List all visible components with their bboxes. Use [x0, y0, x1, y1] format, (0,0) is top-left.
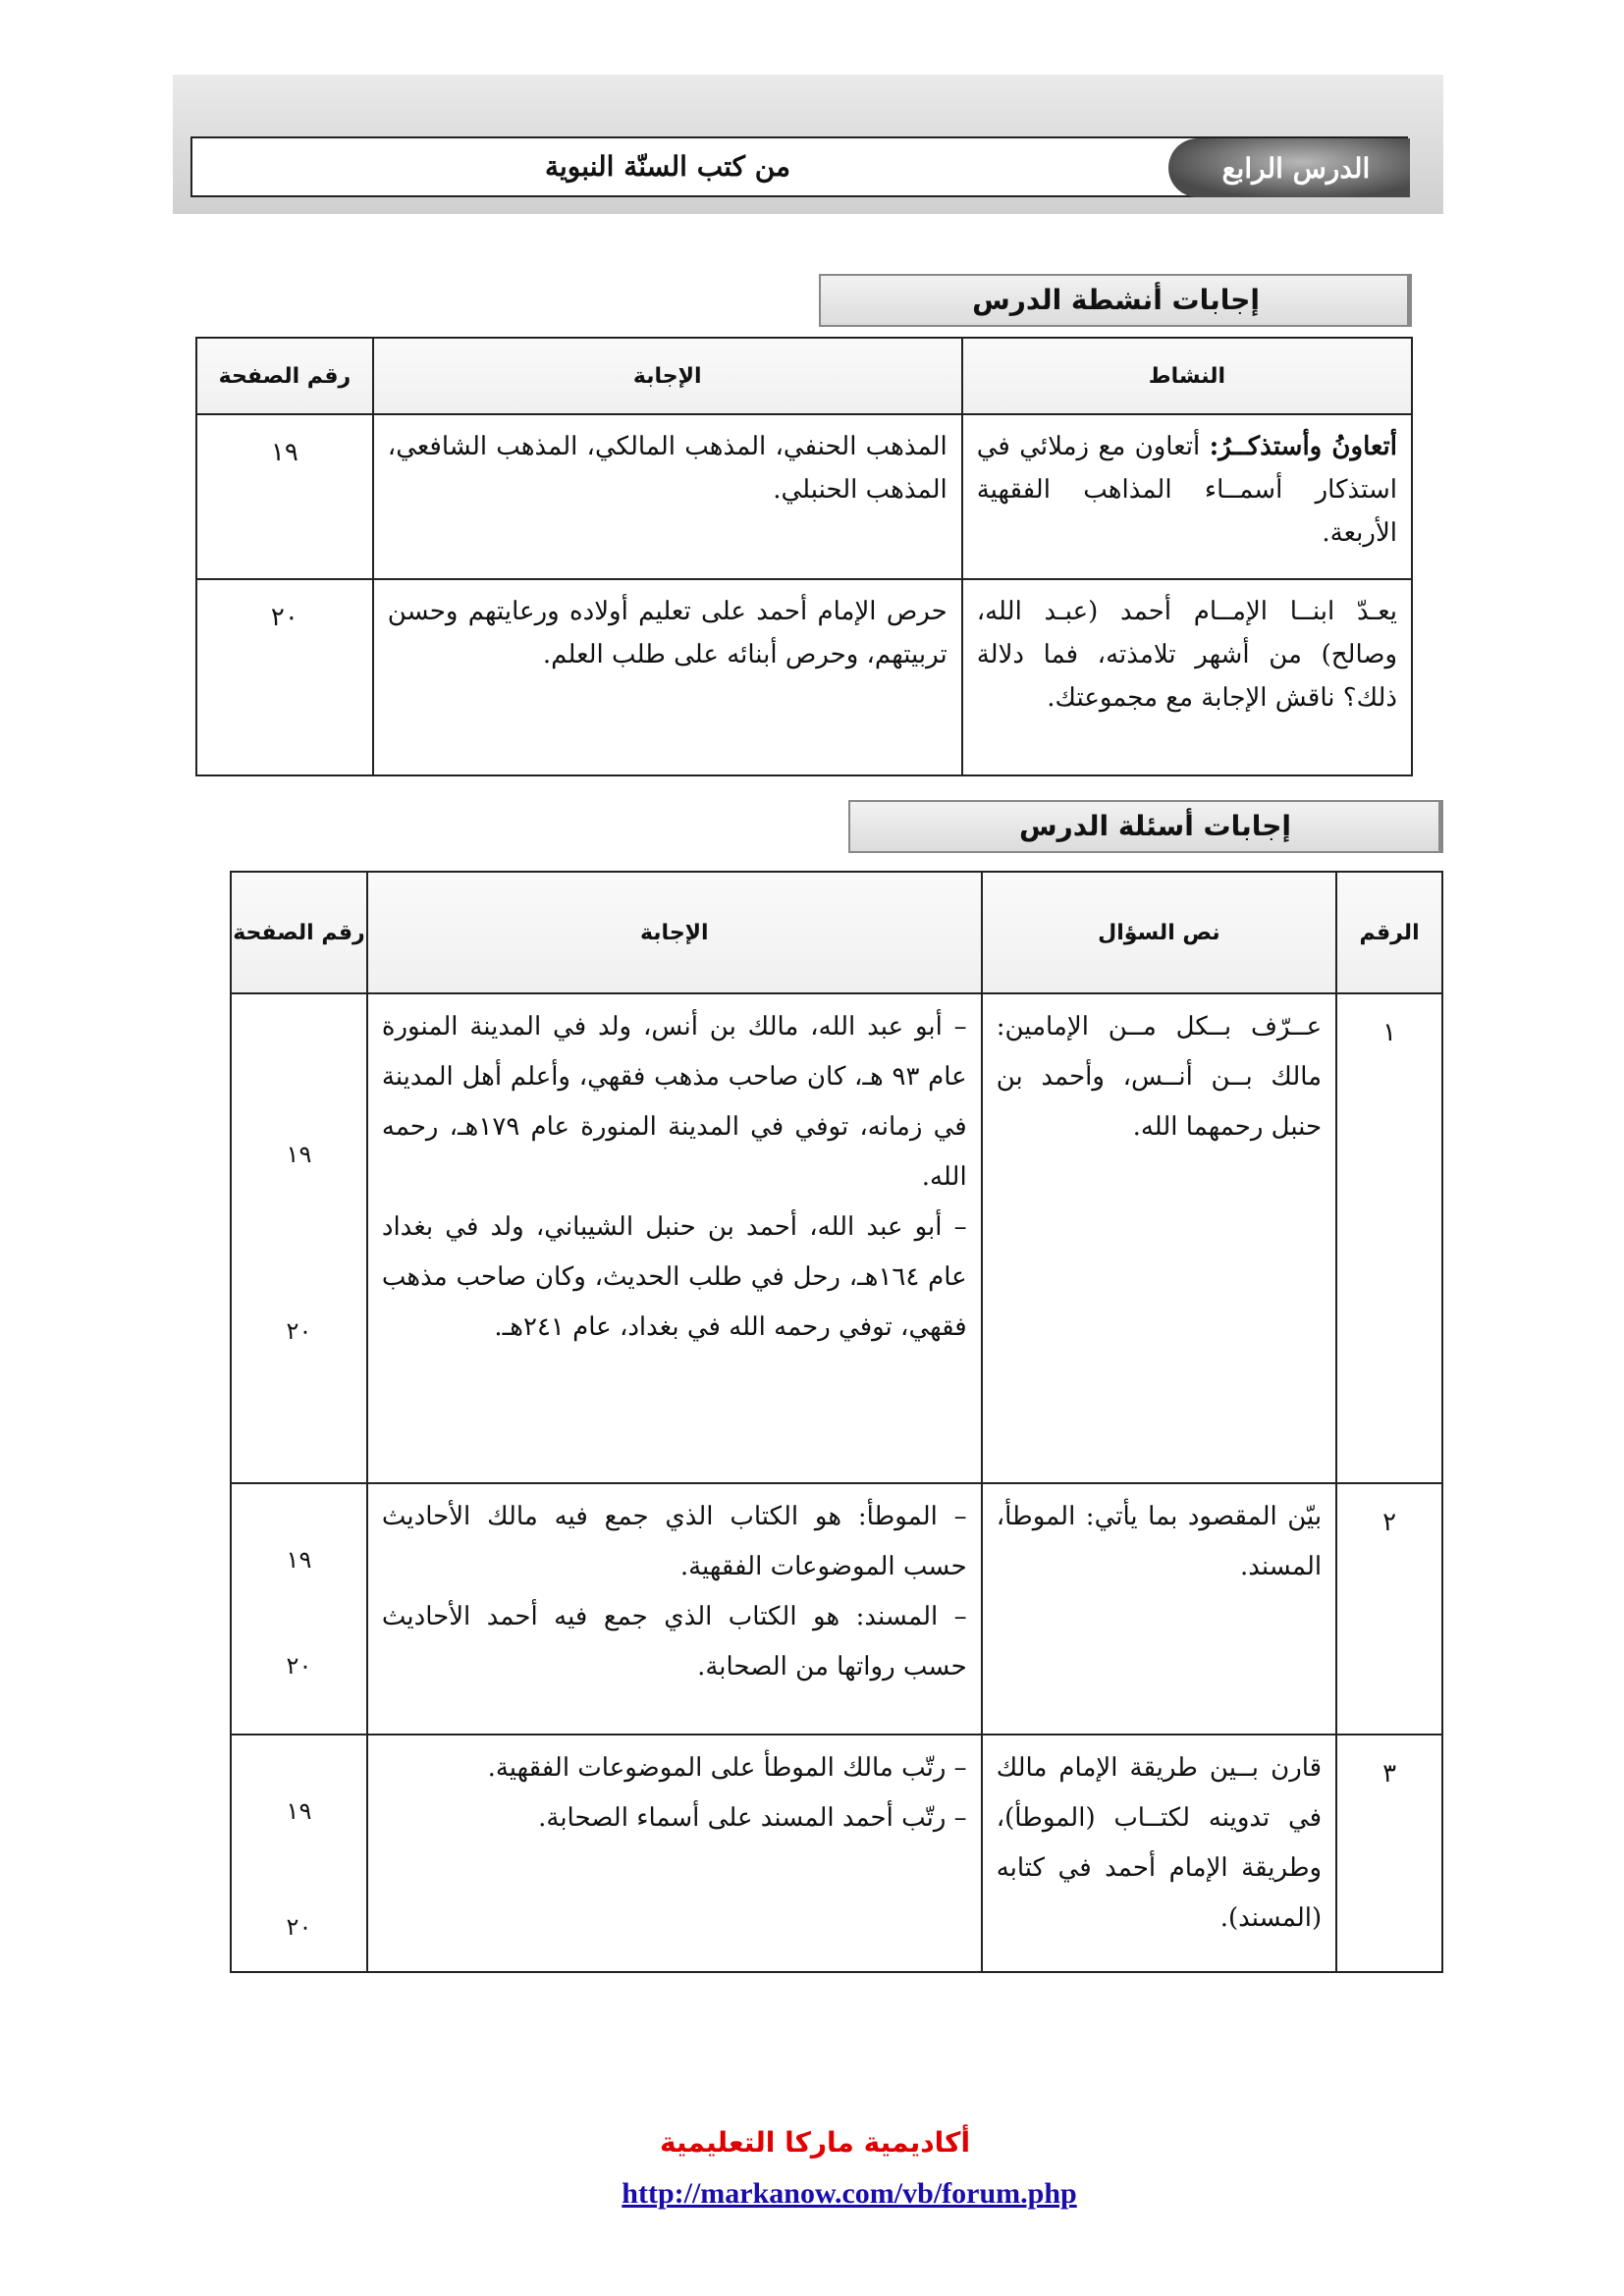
activity-cell [962, 414, 1412, 579]
answer-cell: حرص الإمام أحمد على تعليم أولاده ورعايتهم وحسن تربيتهم، وحرص أبنائه على طلب العلم. [373, 579, 962, 775]
answer-cell: المذهب الحنفي، المذهب المالكي، المذهب الشافعي، المذهب الحنبلي. [373, 414, 962, 579]
answer-item: – المسند: هو الكتاب الذي جمع فيه أحمد الأحاديث حسب رواتها من الصحابة. [381, 1602, 967, 1682]
column-header-answer: الإجابة [367, 872, 982, 993]
column-header-activity: النشاط [962, 338, 1412, 414]
activities-table [195, 337, 1413, 776]
table-row [231, 993, 1442, 1483]
answer-item: – رتّب أحمد المسند على أسماء الصحابة. [538, 1803, 967, 1833]
page-number: ١٩ [286, 1797, 312, 1825]
table-header-row [231, 872, 1442, 993]
page-cell [231, 1735, 367, 1972]
page-cell [231, 1483, 367, 1735]
table-row [196, 414, 1412, 579]
activities-section-title: إجابات أنشطة الدرس [819, 274, 1412, 327]
table-row [196, 579, 1412, 775]
page-number: ١٩ [286, 1546, 312, 1574]
answer-item: – أبو عبد الله، مالك بن أنس، ولد في المدينة المنورة عام ٩٣ هـ، كان صاحب مذهب فقهي، وأعلم أهل المدينة في زمانه، توفي في المدينة المنورة عام ١٧٩هـ، رحمه الله. [381, 1012, 967, 1192]
page-number: ٢٠ [286, 1652, 312, 1680]
column-header-answer: الإجابة [373, 338, 962, 414]
table-row [231, 1735, 1442, 1972]
lesson-title: من كتب السنّة النبوية [544, 150, 791, 183]
table-row [231, 1483, 1442, 1735]
lesson-label: الدرس الرابع [1168, 138, 1410, 197]
questions-section-title: إجابات أسئلة الدرس [848, 800, 1443, 853]
question-cell: بيّن المقصود بما يأتي: الموطأ، المسند. [982, 1483, 1336, 1735]
question-number: ١ [1336, 993, 1442, 1483]
column-header-question: نص السؤال [982, 872, 1336, 993]
page-number: ٢٠ [286, 1317, 312, 1345]
question-cell: قارن بــين طريقة الإمام مالك في تدوينه لكتــاب (الموطأ)، وطريقة الإمام أحمد في كتابه (المسند). [982, 1735, 1336, 1972]
answer-cell [367, 1735, 982, 1972]
answer-cell [367, 993, 982, 1483]
activity-cell [962, 579, 1412, 775]
question-number: ٣ [1336, 1735, 1442, 1972]
answer-cell [367, 1483, 982, 1735]
table-header-row [196, 338, 1412, 414]
answer-item: – الموطأ: هو الكتاب الذي جمع فيه مالك الأحاديث حسب الموضوعات الفقهية. [381, 1502, 967, 1581]
page-cell: ١٩ [196, 414, 373, 579]
activity-text: أتعاون مع زملائي في استذكار أسمــاء المذاهب الفقهية الأربعة. [976, 432, 1397, 548]
answer-item: – رتّب مالك الموطأ على الموضوعات الفقهية. [487, 1753, 967, 1783]
column-header-page: رقم الصفحة [231, 872, 367, 993]
question-cell: عــرّف بــكل مــن الإمامين: مالك بــن أنــس، وأحمد بن حنبل رحمهما الله. [982, 993, 1336, 1483]
activity-lead: أتعاونُ وأستذكــرُ: [1209, 432, 1397, 461]
page-cell: ٢٠ [196, 579, 373, 775]
answer-item: – أبو عبد الله، أحمد بن حنبل الشيباني، ولد في بغداد عام ١٦٤هـ، رحل في طلب الحديث، وكان صاحب مذهب فقهي، توفي رحمه الله في بغداد، عام ٢٤١هـ. [381, 1212, 967, 1342]
activity-text: يعـدّ ابنــا الإمــام أحمد (عبـد الله، وصالح) من أشهر تلامذته، فما دلالة ذلك؟ ناقش الإجابة مع مجموعتك. [976, 597, 1397, 713]
page-cell [231, 993, 367, 1483]
column-header-number: الرقم [1336, 872, 1442, 993]
page-number: ٢٠ [286, 1913, 312, 1941]
question-number: ٢ [1336, 1483, 1442, 1735]
column-header-page: رقم الصفحة [196, 338, 373, 414]
footer-academy-name: أكاديمية ماركا التعليمية [659, 2126, 971, 2159]
footer-forum-link[interactable]: http://markanow.com/vb/forum.php [622, 2177, 1077, 2210]
questions-table [230, 871, 1443, 1973]
page-number: ١٩ [286, 1141, 312, 1168]
